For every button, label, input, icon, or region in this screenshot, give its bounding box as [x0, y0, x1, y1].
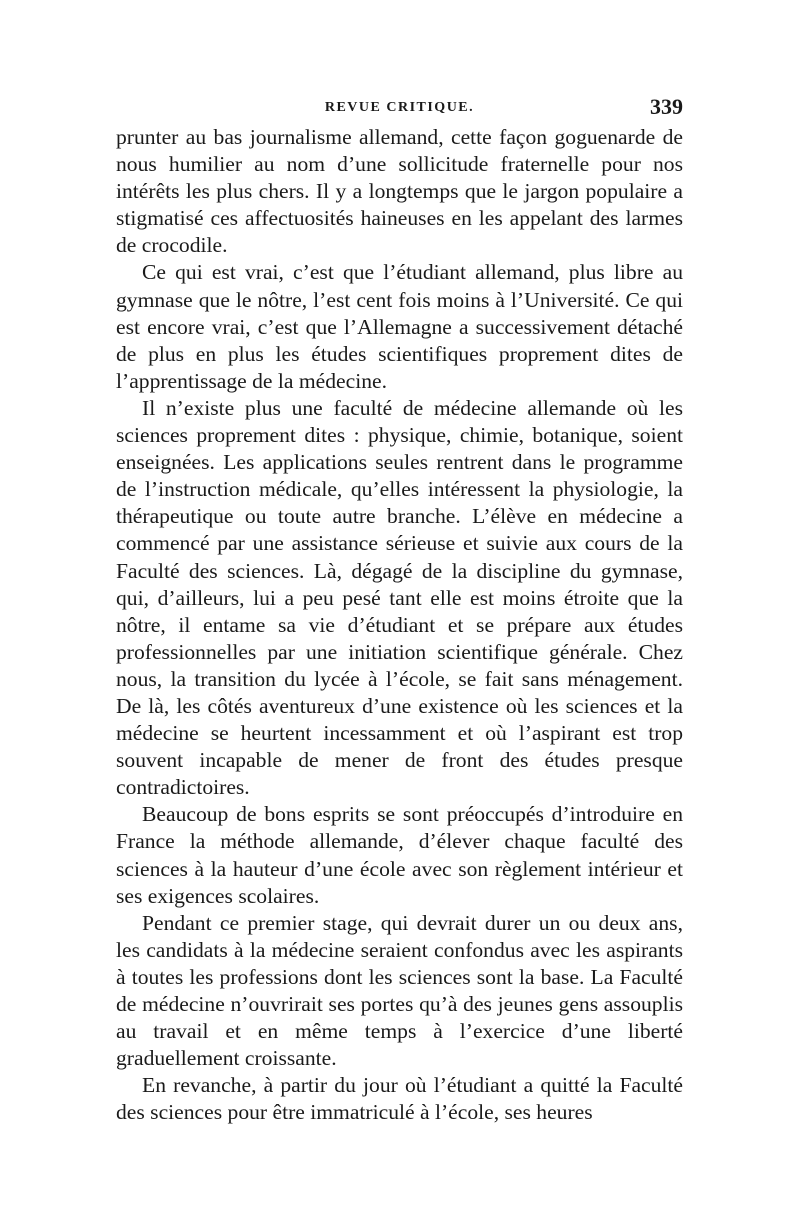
paragraph-continuation: prunter au bas journalisme allemand, cette façon goguenarde de nous humilier au nom d’une sollicitude fraternelle pour nos intérêts les plus chers. Il y a longtemps que le jargon populaire a stigmatisé ces affectuosités haineuses en les appelant des larmes de crocodile.	[116, 125, 683, 258]
paragraph: En revanche, à partir du jour où l’étudiant a quitté la Faculté des sciences pour être immatriculé à l’école, ses heures	[116, 1073, 683, 1125]
paragraph: Ce qui est vrai, c’est que l’étudiant allemand, plus libre au gymnase que le nôtre, l’est cent fois moins à l’Université. Ce qui est encore vrai, c’est que l’Allemagne a successivement détaché de plus en plus les études scientifiques proprement dites de l’apprentissage de la médecine.	[116, 260, 683, 393]
running-title: REVUE CRITIQUE.	[324, 100, 475, 115]
body-text	[116, 124, 683, 1126]
page-number: 339	[650, 94, 683, 119]
paragraph: Beaucoup de bons esprits se sont préoccupés d’introduire en France la méthode allemande, d’élever chaque faculté des sciences à la hauteur d’une école avec son règlement intérieur et ses exigences scolaires.	[116, 802, 683, 908]
paragraph: Il n’existe plus une faculté de médecine allemande où les sciences proprement dites : physique, chimie, botanique, soient enseignées. Les applications seules rentrent dans le programme de l’instruction médicale, qu’elles intéressent la physiologie, la thérapeutique ou toute autre branche. L’élève en médecine a commencé par une assistance sérieuse et suivie aux cours de la Faculté des sciences. Là, dégagé de la discipline du gymnase, qui, d’ailleurs, lui a peu pesé tant elle est moins étroite que la nôtre, il entame sa vie d’étudiant et se prépare aux études professionnelles par une initiation scientifique générale. Chez nous, la transition du lycée à l’école, se fait sans ménagement. De là, les côtés aventureux d’une existence où les sciences et la médecine se heurtent incessamment et où l’aspirant est trop souvent incapable de mener de front des études presque contradictoires.	[116, 395, 683, 800]
page-header	[116, 96, 683, 126]
paragraph: Pendant ce premier stage, qui devrait durer un ou deux ans, les candidats à la médecine seraient confondus avec les aspirants à toutes les professions dont les sciences sont la base. La Faculté de médecine n’ouvrirait ses portes qu’à des jeunes gens assouplis au travail et en même temps à l’exercice d’une liberté graduellement croissante.	[116, 910, 683, 1071]
